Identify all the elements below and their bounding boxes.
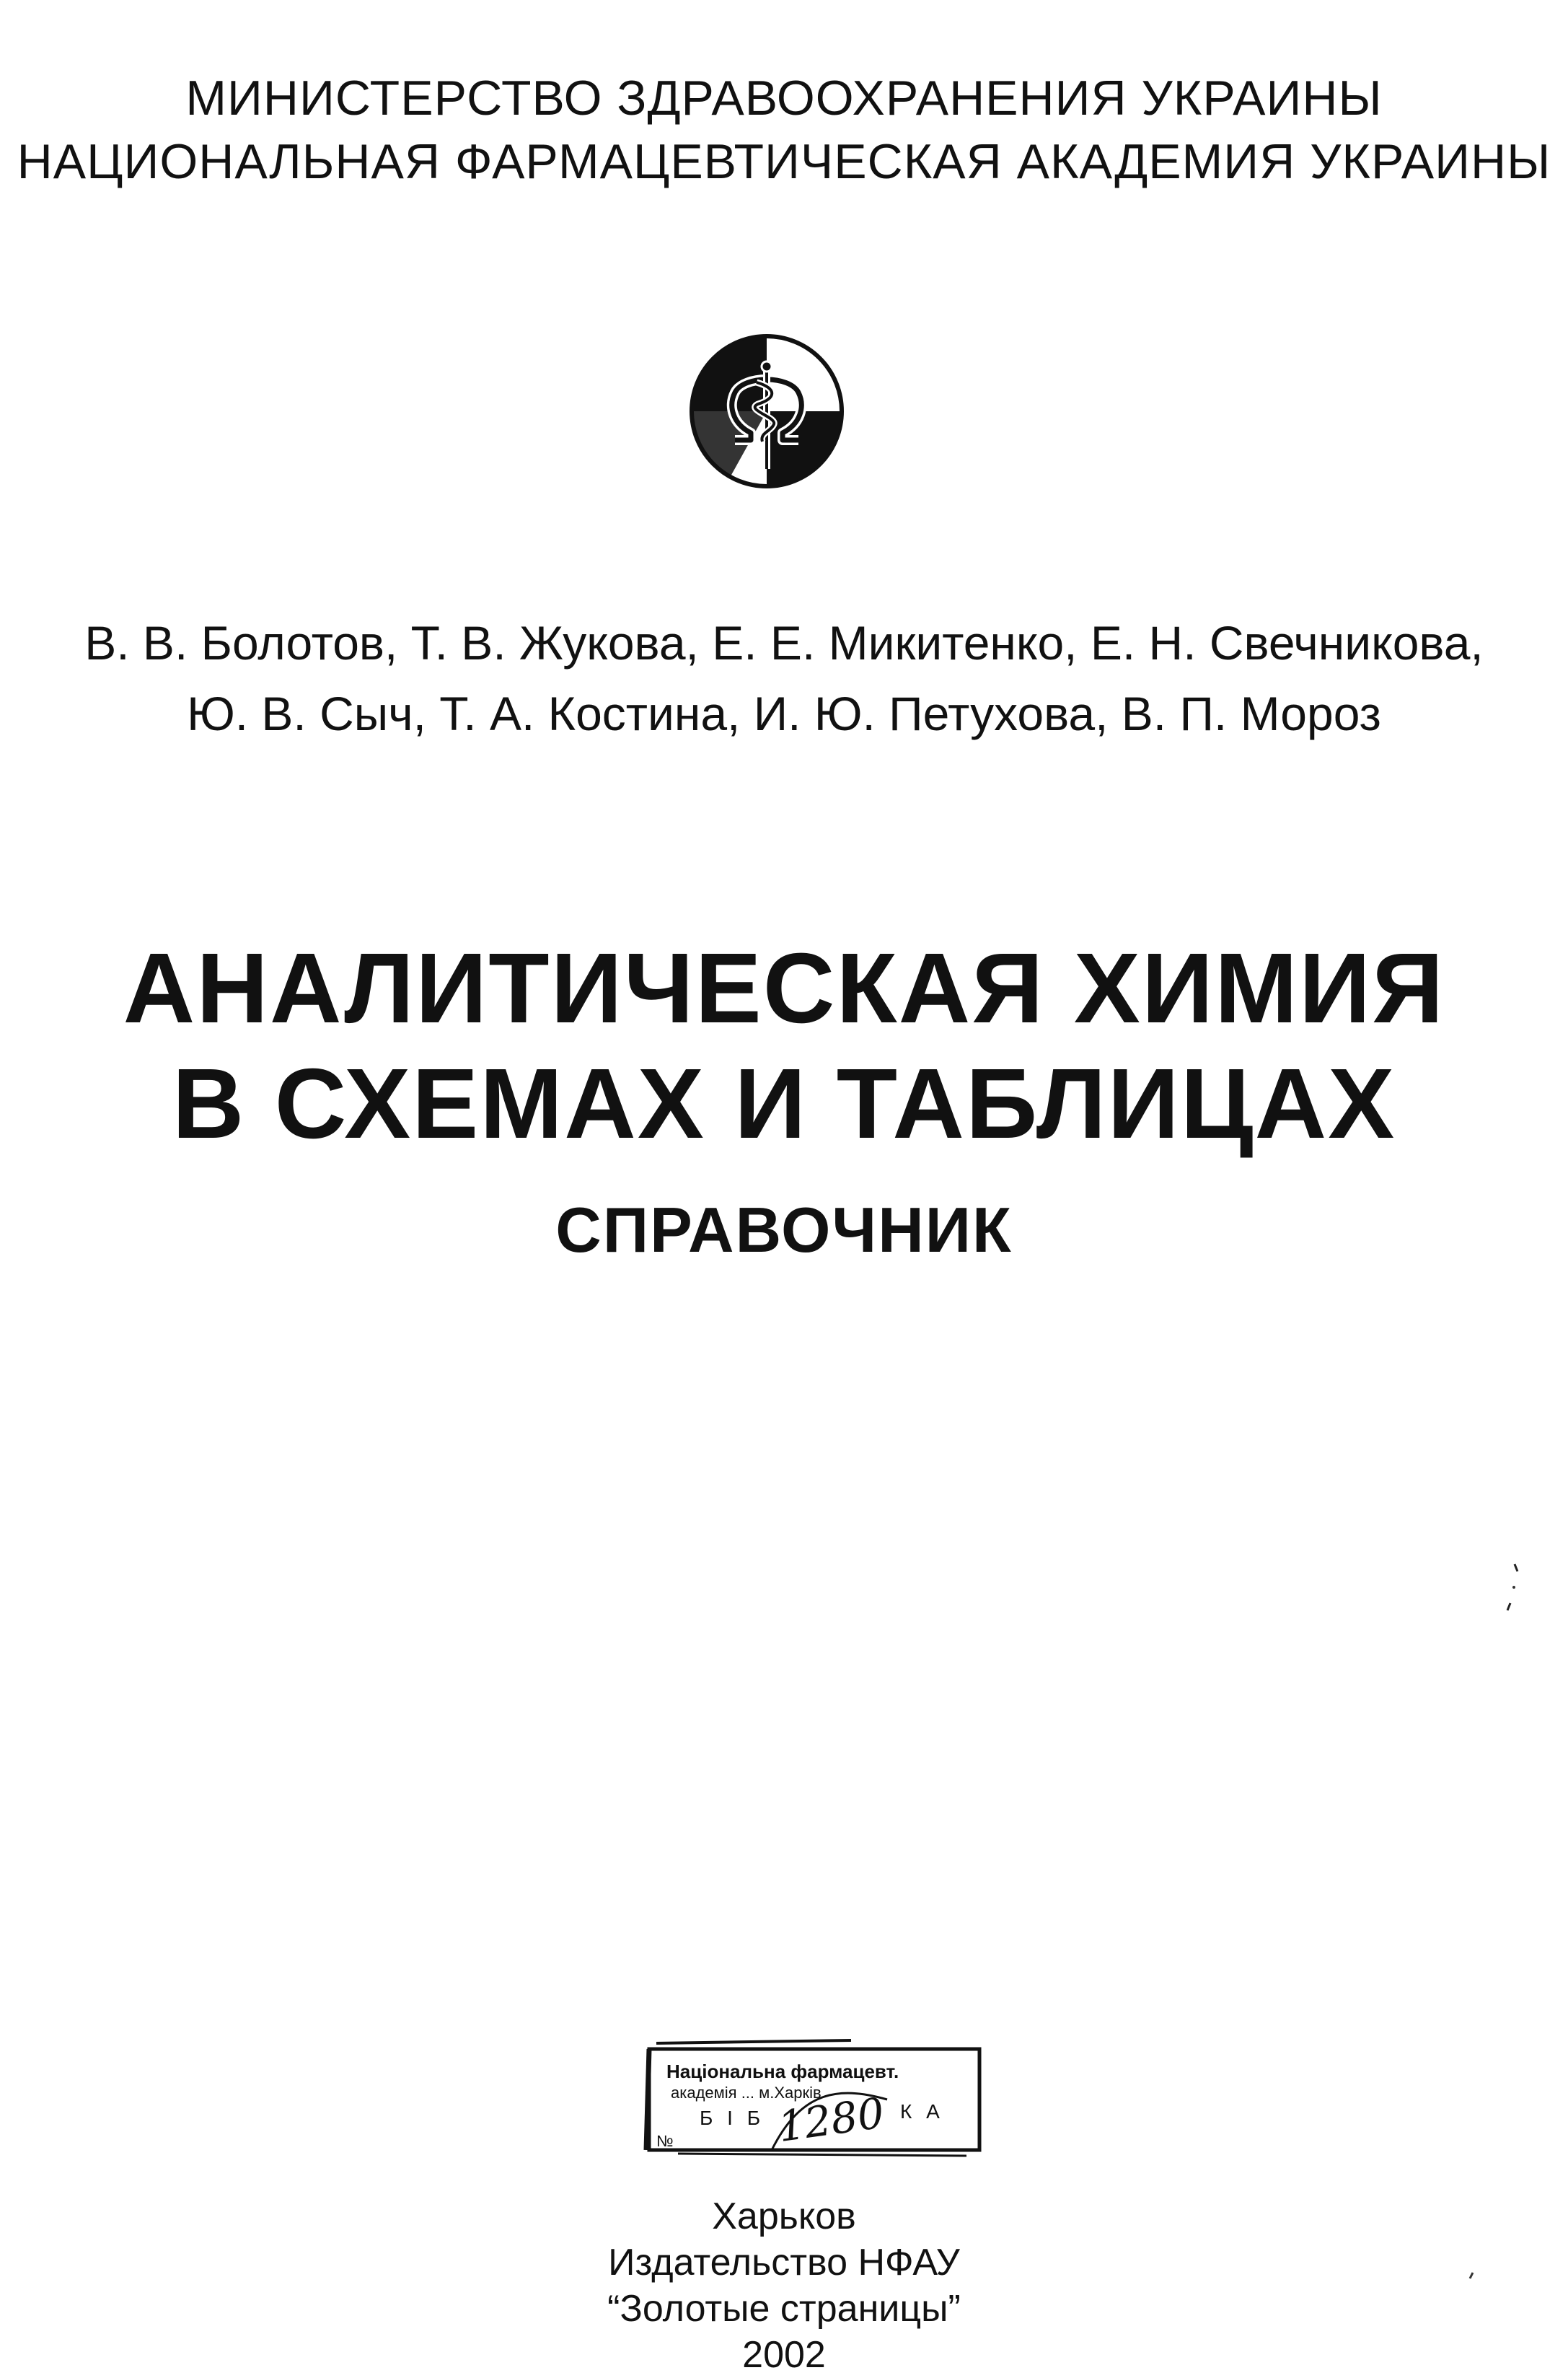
book-title	[0, 931, 1568, 1162]
book-subtitle: СПРАВОЧНИК	[555, 1194, 1013, 1265]
title-line: АНАЛИТИЧЕСКАЯ ХИМИЯ	[123, 933, 1445, 1044]
imprint-publisher: Издательство НФАУ	[608, 2242, 960, 2283]
imprint-year: 2002	[742, 2334, 826, 2376]
stamp-number: 1280	[775, 2088, 888, 2152]
title-line: В СХЕМАХ И ТАБЛИЦАХ	[172, 1048, 1396, 1159]
imprint-publisher-series: “Золотые страницы”	[607, 2288, 961, 2330]
stamp-line: К А	[900, 2100, 944, 2123]
authors	[0, 607, 1568, 749]
authors-line: Ю. В. Сыч, Т. А. Костина, И. Ю. Петухова, В. П. Мороз	[187, 687, 1381, 740]
publisher-header	[0, 66, 1568, 193]
ministry-name: МИНИСТЕРСТВО ЗДРАВООХРАНЕНИЯ УКРАИНЫ	[185, 71, 1383, 126]
stamp-line: Національна фармацевт.	[666, 2061, 899, 2082]
academy-emblem-icon	[687, 332, 846, 491]
authors-line: В. В. Болотов, Т. В. Жукова, Е. Е. Микитенко, Е. Н. Свечникова,	[84, 616, 1484, 670]
stamp-line: академія ... м.Харків	[671, 2084, 822, 2102]
stamp-number-label: №	[656, 2132, 674, 2150]
imprint-city: Харьков	[712, 2195, 856, 2237]
stamp-line: Б І Б	[700, 2107, 765, 2129]
academy-name: НАЦИОНАЛЬНАЯ ФАРМАЦЕВТИЧЕСКАЯ АКАДЕМИЯ УКРАИНЫ	[17, 134, 1551, 189]
library-stamp-icon	[635, 2027, 995, 2172]
imprint	[0, 2193, 1568, 2378]
